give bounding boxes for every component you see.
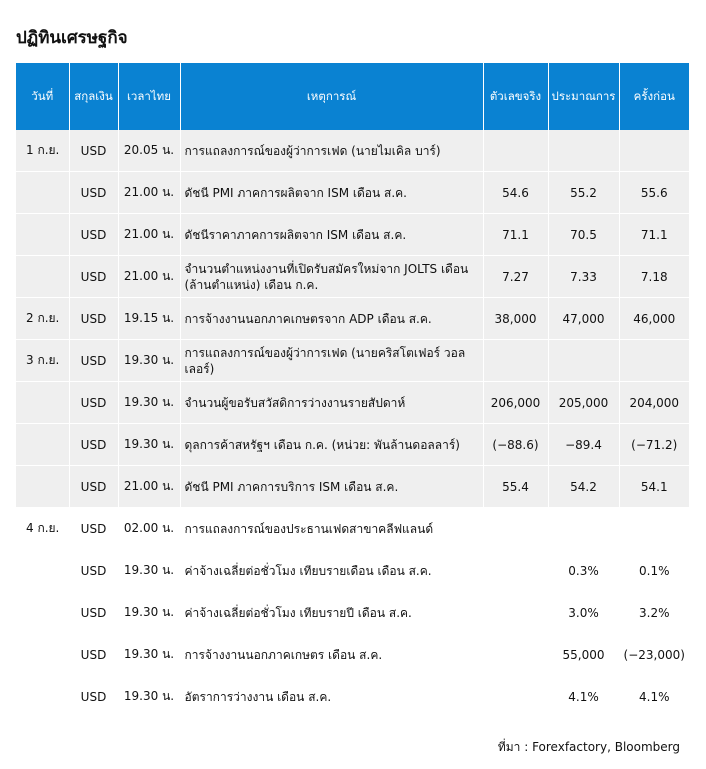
actual-cell bbox=[483, 676, 548, 718]
actual-cell bbox=[483, 508, 548, 550]
event-cell: อัตราการว่างงาน เดือน ส.ค. bbox=[180, 676, 483, 718]
date-cell bbox=[16, 592, 69, 634]
economic-calendar-table bbox=[16, 63, 689, 718]
table-row bbox=[16, 214, 689, 256]
currency-cell: USD bbox=[69, 172, 118, 214]
time-cell: 19.30 น. bbox=[118, 676, 180, 718]
actual-cell bbox=[483, 550, 548, 592]
currency-cell: USD bbox=[69, 676, 118, 718]
event-cell: การแถลงการณ์ของผู้ว่าการเฟด (นายคริสโตเฟอร์ วอลเลอร์) bbox=[180, 340, 483, 382]
previous-cell bbox=[619, 508, 689, 550]
event-cell: ดัชนี PMI ภาคการบริการ ISM เดือน ส.ค. bbox=[180, 466, 483, 508]
actual-cell bbox=[483, 340, 548, 382]
table-row bbox=[16, 172, 689, 214]
time-cell: 19.30 น. bbox=[118, 592, 180, 634]
previous-cell: 4.1% bbox=[619, 676, 689, 718]
event-cell: ค่าจ้างเฉลี่ยต่อชั่วโมง เทียบรายเดือน เดือน ส.ค. bbox=[180, 550, 483, 592]
time-cell: 21.00 น. bbox=[118, 214, 180, 256]
column-header-event: เหตุการณ์ bbox=[180, 63, 483, 130]
actual-cell: 206,000 bbox=[483, 382, 548, 424]
date-cell: 3 ก.ย. bbox=[16, 340, 69, 382]
forecast-cell: 0.3% bbox=[548, 550, 619, 592]
table-row bbox=[16, 508, 689, 550]
currency-cell: USD bbox=[69, 382, 118, 424]
currency-cell: USD bbox=[69, 298, 118, 340]
previous-cell: 0.1% bbox=[619, 550, 689, 592]
time-cell: 02.00 น. bbox=[118, 508, 180, 550]
currency-cell: USD bbox=[69, 508, 118, 550]
previous-cell: 55.6 bbox=[619, 172, 689, 214]
currency-cell: USD bbox=[69, 214, 118, 256]
table-row bbox=[16, 382, 689, 424]
column-header-currency: สกุลเงิน bbox=[69, 63, 118, 130]
table-row bbox=[16, 130, 689, 172]
event-cell: การจ้างงานนอกภาคเกษตร เดือน ส.ค. bbox=[180, 634, 483, 676]
column-header-forecast: ประมาณการ bbox=[548, 63, 619, 130]
actual-cell: 7.27 bbox=[483, 256, 548, 298]
previous-cell: 46,000 bbox=[619, 298, 689, 340]
previous-cell: 3.2% bbox=[619, 592, 689, 634]
table-row bbox=[16, 256, 689, 298]
currency-cell: USD bbox=[69, 634, 118, 676]
previous-cell bbox=[619, 340, 689, 382]
table-header-row bbox=[16, 63, 689, 130]
date-cell bbox=[16, 424, 69, 466]
date-cell: 2 ก.ย. bbox=[16, 298, 69, 340]
time-cell: 19.30 น. bbox=[118, 424, 180, 466]
date-cell bbox=[16, 634, 69, 676]
table-row bbox=[16, 340, 689, 382]
column-header-time: เวลาไทย bbox=[118, 63, 180, 130]
event-cell: ดัชนี PMI ภาคการผลิตจาก ISM เดือน ส.ค. bbox=[180, 172, 483, 214]
actual-cell: 55.4 bbox=[483, 466, 548, 508]
actual-cell bbox=[483, 592, 548, 634]
time-cell: 21.00 น. bbox=[118, 172, 180, 214]
currency-cell: USD bbox=[69, 130, 118, 172]
actual-cell: 38,000 bbox=[483, 298, 548, 340]
previous-cell: (−23,000) bbox=[619, 634, 689, 676]
table-row bbox=[16, 676, 689, 718]
forecast-cell: 55.2 bbox=[548, 172, 619, 214]
table-row bbox=[16, 634, 689, 676]
time-cell: 19.30 น. bbox=[118, 382, 180, 424]
date-cell bbox=[16, 256, 69, 298]
currency-cell: USD bbox=[69, 340, 118, 382]
previous-cell: 7.18 bbox=[619, 256, 689, 298]
forecast-cell: 54.2 bbox=[548, 466, 619, 508]
actual-cell: (−88.6) bbox=[483, 424, 548, 466]
event-cell: จำนวนผู้ขอรับสวัสดิการว่างงานรายสัปดาห์ bbox=[180, 382, 483, 424]
time-cell: 21.00 น. bbox=[118, 256, 180, 298]
table-row bbox=[16, 550, 689, 592]
date-cell bbox=[16, 382, 69, 424]
forecast-cell: 205,000 bbox=[548, 382, 619, 424]
column-header-previous: ครั้งก่อน bbox=[619, 63, 689, 130]
time-cell: 19.15 น. bbox=[118, 298, 180, 340]
currency-cell: USD bbox=[69, 466, 118, 508]
forecast-cell bbox=[548, 508, 619, 550]
forecast-cell: 47,000 bbox=[548, 298, 619, 340]
forecast-cell: −89.4 bbox=[548, 424, 619, 466]
forecast-cell bbox=[548, 130, 619, 172]
event-cell: ค่าจ้างเฉลี่ยต่อชั่วโมง เทียบรายปี เดือน ส.ค. bbox=[180, 592, 483, 634]
date-cell bbox=[16, 550, 69, 592]
actual-cell: 54.6 bbox=[483, 172, 548, 214]
event-cell: การจ้างงานนอกภาคเกษตรจาก ADP เดือน ส.ค. bbox=[180, 298, 483, 340]
previous-cell: 204,000 bbox=[619, 382, 689, 424]
date-cell bbox=[16, 172, 69, 214]
date-cell bbox=[16, 676, 69, 718]
currency-cell: USD bbox=[69, 256, 118, 298]
forecast-cell: 3.0% bbox=[548, 592, 619, 634]
actual-cell: 71.1 bbox=[483, 214, 548, 256]
time-cell: 19.30 น. bbox=[118, 634, 180, 676]
forecast-cell: 7.33 bbox=[548, 256, 619, 298]
event-cell: ดุลการค้าสหรัฐฯ เดือน ก.ค. (หน่วย: พันล้านดอลลาร์) bbox=[180, 424, 483, 466]
table-row bbox=[16, 298, 689, 340]
event-cell: การแถลงการณ์ของประธานเฟดสาขาคลีฟแลนด์ bbox=[180, 508, 483, 550]
date-cell: 1 ก.ย. bbox=[16, 130, 69, 172]
event-cell: จำนวนตำแหน่งงานที่เปิดรับสมัครใหม่จาก JOLTS เดือน (ล้านตำแหน่ง) เดือน ก.ค. bbox=[180, 256, 483, 298]
currency-cell: USD bbox=[69, 592, 118, 634]
forecast-cell: 70.5 bbox=[548, 214, 619, 256]
currency-cell: USD bbox=[69, 550, 118, 592]
currency-cell: USD bbox=[69, 424, 118, 466]
previous-cell: 54.1 bbox=[619, 466, 689, 508]
time-cell: 20.05 น. bbox=[118, 130, 180, 172]
previous-cell: 71.1 bbox=[619, 214, 689, 256]
source-note: ที่มา : Forexfactory, Bloomberg bbox=[497, 740, 680, 754]
previous-cell: (−71.2) bbox=[619, 424, 689, 466]
date-cell: 4 ก.ย. bbox=[16, 508, 69, 550]
event-cell: ดัชนีราคาภาคการผลิตจาก ISM เดือน ส.ค. bbox=[180, 214, 483, 256]
column-header-date: วันที่ bbox=[16, 63, 69, 130]
table-row bbox=[16, 466, 689, 508]
forecast-cell bbox=[548, 340, 619, 382]
date-cell bbox=[16, 466, 69, 508]
forecast-cell: 55,000 bbox=[548, 634, 619, 676]
time-cell: 19.30 น. bbox=[118, 340, 180, 382]
table-row bbox=[16, 592, 689, 634]
forecast-cell: 4.1% bbox=[548, 676, 619, 718]
table-row bbox=[16, 424, 689, 466]
column-header-actual: ตัวเลขจริง bbox=[483, 63, 548, 130]
actual-cell bbox=[483, 130, 548, 172]
previous-cell bbox=[619, 130, 689, 172]
time-cell: 19.30 น. bbox=[118, 550, 180, 592]
event-cell: การแถลงการณ์ของผู้ว่าการเฟด (นายไมเคิล บาร์) bbox=[180, 130, 483, 172]
time-cell: 21.00 น. bbox=[118, 466, 180, 508]
date-cell bbox=[16, 214, 69, 256]
actual-cell bbox=[483, 634, 548, 676]
page-title: ปฏิทินเศรษฐกิจ bbox=[16, 28, 128, 48]
